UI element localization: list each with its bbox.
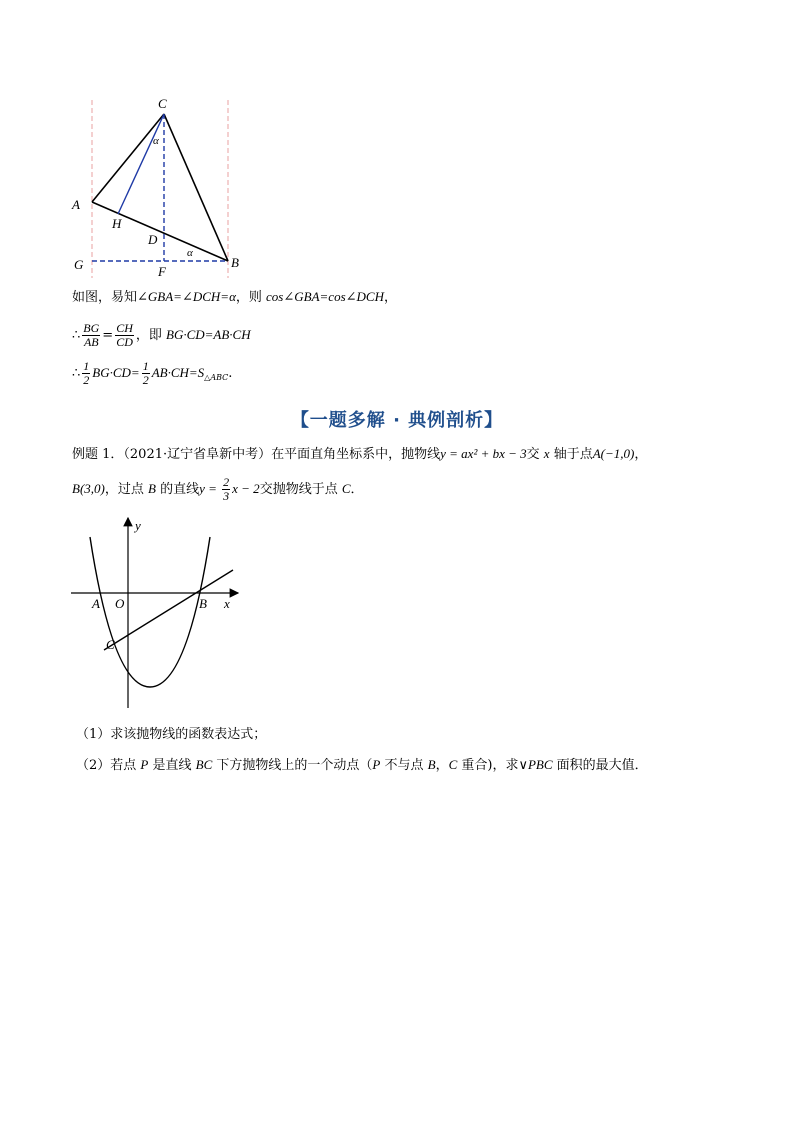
example-line-2 — [72, 472, 364, 507]
frac1-den: AB — [83, 335, 99, 349]
line3-end: . — [228, 366, 233, 381]
q2-f: 重合)，求 — [457, 758, 519, 773]
fraction-ch-cd — [115, 322, 134, 349]
q2-B: B — [427, 757, 436, 772]
label-D: D — [148, 232, 158, 247]
line3-therefore: ∴ — [72, 366, 81, 381]
line1-prefix: 如图，易知 — [72, 290, 138, 305]
q2-b: 是直线 — [148, 758, 196, 773]
q2-e: ， — [435, 758, 449, 773]
example-line-rest: x − 2 — [232, 481, 260, 496]
proof-line-1 — [72, 289, 397, 306]
graph-label-O: O — [115, 596, 125, 611]
graph-label-C: C — [106, 637, 115, 652]
label-H: H — [112, 216, 122, 231]
example-p1a: 例题 1．（2021·辽宁省阜新中考）在平面直角坐标系中，抛物线 — [72, 447, 441, 462]
proof-line-2 — [72, 318, 251, 353]
frac5-num: 2 — [223, 475, 230, 489]
question-1: （1）求该抛物线的函数表达式； — [76, 727, 267, 742]
example-B: B — [148, 481, 156, 496]
frac3-den: 2 — [83, 373, 90, 387]
question-2 — [76, 757, 648, 774]
example-p2end: ． — [350, 482, 364, 497]
line3-t1: BG·CD= — [92, 365, 140, 380]
q2-g: 面积的最大值． — [552, 758, 648, 773]
example-p1b: 交 — [526, 447, 544, 462]
frac1-num: BG — [83, 321, 100, 335]
q2-C: C — [448, 757, 458, 772]
line3-sub: △ABC — [204, 373, 229, 382]
fraction-half-1 — [82, 360, 90, 387]
graph-label-B: B — [199, 596, 207, 611]
graph-label-x: x — [224, 596, 230, 611]
example-p2a: ，过点 — [104, 482, 148, 497]
line1-mid: ，则 — [235, 290, 267, 305]
example-p1d: ， — [634, 447, 648, 462]
q2-c: 下方抛物线上的一个动点（ — [212, 758, 373, 773]
example-parabola-eq: y = ax² + bx − 3 — [440, 446, 527, 461]
label-B: B — [231, 255, 239, 270]
fraction-bg-ab — [82, 322, 100, 349]
line1-end: ， — [383, 290, 397, 305]
example-point-B: B(3,0) — [72, 481, 105, 496]
q2-P2: P — [372, 757, 381, 772]
graph-label-y: y — [135, 518, 141, 533]
example-p1c: 轴于点 — [549, 447, 593, 462]
side-CB — [164, 114, 228, 261]
line3-t2: AB·CH=S — [151, 365, 205, 380]
line1-angle-eq: ∠GBA=∠DCH=α — [137, 289, 236, 304]
fraction-half-2 — [142, 360, 150, 387]
label-A: A — [72, 197, 80, 212]
line1-cos-eq: cos∠GBA=cos∠DCH — [266, 289, 384, 304]
q2-triangle: ∨PBC — [518, 757, 553, 772]
line2-mid: ，即 — [135, 328, 166, 343]
example-line-1 — [72, 446, 647, 463]
line2-result: BG·CD=AB·CH — [166, 327, 251, 342]
q2-a: （2）若点 — [76, 758, 141, 773]
example-point-A: A(−1,0) — [592, 446, 635, 461]
q2-BC: BC — [195, 757, 213, 772]
example-x: x — [543, 446, 550, 461]
label-alpha-bottom: α — [187, 247, 193, 259]
label-C: C — [158, 96, 167, 111]
frac4-num: 1 — [142, 359, 149, 373]
q2-P: P — [140, 757, 149, 772]
proof-line-3 — [72, 356, 232, 395]
example-p2c: 交抛物线于点 — [259, 482, 342, 497]
example-line-y: y = — [199, 481, 221, 496]
label-G: G — [74, 257, 84, 272]
label-F: F — [158, 264, 166, 279]
parabola-curve — [90, 537, 210, 687]
segment-CH — [118, 114, 164, 214]
fraction-two-thirds — [222, 476, 230, 503]
line2-therefore: ∴ — [72, 328, 81, 343]
label-alpha-top: α — [153, 135, 159, 147]
line2-eq: = — [102, 328, 114, 343]
graph-label-A: A — [92, 596, 100, 611]
side-AB — [92, 202, 228, 261]
triangle-diagram — [60, 90, 260, 280]
example-C: C — [341, 481, 351, 496]
frac5-den: 3 — [223, 489, 230, 503]
section-heading: 【一题多解 · 典例剖析】 — [290, 410, 504, 431]
q2-d: 不与点 — [380, 758, 428, 773]
frac4-den: 2 — [142, 373, 149, 387]
frac2-num: CH — [116, 321, 133, 335]
frac3-num: 1 — [83, 359, 90, 373]
side-AC — [92, 114, 164, 202]
example-p2b: 的直线 — [155, 482, 200, 497]
frac2-den: CD — [116, 335, 133, 349]
parabola-graph — [66, 512, 246, 712]
